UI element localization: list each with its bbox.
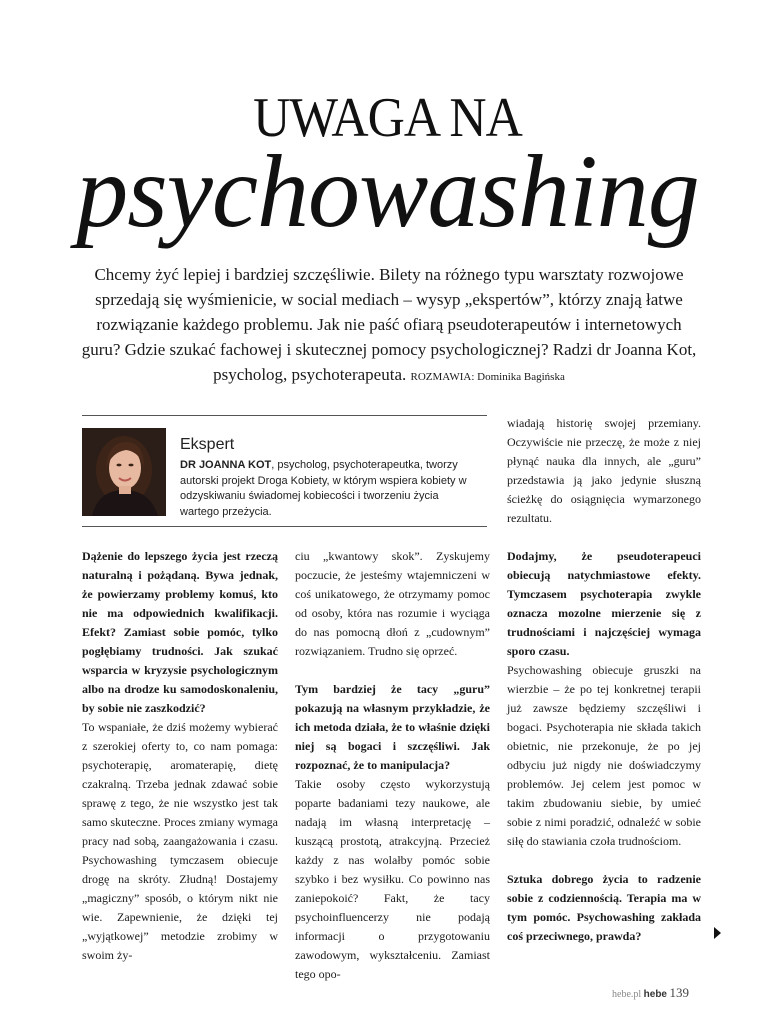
folio-brand-logo: hebe <box>643 989 667 1000</box>
expert-photo <box>82 428 166 516</box>
lead-paragraph <box>75 262 703 390</box>
headline-line-1: UWAGA NA <box>253 87 522 149</box>
headline-line-2: psychowashing <box>76 134 699 249</box>
column-3 <box>507 414 701 946</box>
page-folio <box>612 985 702 1001</box>
col1-bold-intro: Dążenie do lepszego życia jest rzeczą naturalną i pożądaną. Bywa jednak, że powierzamy problemy komuś, kto nie ma odpowiednich kwalifikacji. Efekt? Zamiast sobie pomóc, tylko pogłębiamy trudności. Jak szukać wsparcia w kryzysie psychologicznym albo na drodze ku samodoskonaleniu, by sobie nie zaszkodzić? <box>82 549 278 715</box>
continue-arrow-icon <box>714 927 721 939</box>
col3-text-1: wiadają historię swojej przemiany. Oczywiście nie przeczę, że może z niej płynąć nauka dla innych, ale „guru” przedstawia ją jako jedynie słuszną ścieżkę do osiągnięcia wymarzonego rezultatu. <box>507 416 701 525</box>
expert-top-rule <box>82 415 487 416</box>
col3-bold-question-1: Dodajmy, że pseudoterapeuci obiecują natychmiastowe efekty. Tymczasem psychoterapia zwykle oznacza mozolne mierzenie się z trudnościami i najczęściej wymaga sporo czasu. <box>507 549 701 658</box>
col3-bold-question-2: Sztuka dobrego życia to radzenie sobie z codziennością. Terapia ma w tym pomóc. Psychowashing zakłada coś przeciwnego, prawda? <box>507 872 701 943</box>
page-number: 139 <box>669 985 689 1000</box>
folio-site: hebe.pl <box>612 989 642 1000</box>
interview-credit: ROZMAWIA: Dominika Bagińska <box>410 371 565 383</box>
expert-bio <box>180 458 480 520</box>
lead-text: Chcemy żyć lepiej i bardziej szczęśliwie. Bilety na różnego typu warsztaty rozwojowe sprzedają się wyśmienicie, w social mediach – wysyp „ekspertów”, którzy znają łatwe rozwiązanie każdego problemu. Jak nie paść ofiarą pseudoterapeutów i internetowych guru? Gdzie szukać fachowej i skutecznej pomocy psychologicznej? Radzi dr Joanna Kot, psycholog, psychoterapeuta. <box>81 265 697 384</box>
col2-text-2: Takie osoby często wykorzystują poparte badaniami tezy naukowe, ale nadają im własną interpretację – kuszącą prostotą, atrakcyjną. Przecież każdy z nas wolałby pomóc sobie szybko i bez wysiłku. Co powinno nas zaniepokoić? Fakt, że tacy psychoinfluencerzy nie podają informacji o przygotowaniu zawodowym, wykształceniu. Zamiast tego opo- <box>295 777 490 981</box>
portrait-image <box>82 428 166 516</box>
expert-description: , psycholog, psychoterapeutka, tworzy autorski projekt Droga Kobiety, w którym wspiera kobiety w odzyskiwaniu świadomej kobiecości i tworzeniu życia wartego przeżycia. <box>180 459 467 518</box>
column-2 <box>295 547 490 984</box>
expert-name: DR JOANNA KOT <box>180 459 272 471</box>
expert-heading: Ekspert <box>180 436 235 453</box>
col2-bold-question: Tym bardziej że tacy „guru” pokazują na własnym przykładzie, że ich metoda działa, że to właśnie dzięki niej są bogaci i szczęśliwi. Jak rozpoznać, że to manipulacja? <box>295 682 490 772</box>
column-1 <box>82 547 278 965</box>
expert-bottom-rule <box>82 526 487 527</box>
col2-text-1: ciu „kwantowy skok”. Zyskujemy poczucie, że jesteśmy wtajemniczeni w coś unikatowego, że otrzymamy pomoc od osoby, która nas rozumie i wyciąga do nas pomocną dłoń z „cudownym” rozwiązaniem. Trudno się oprzeć. <box>295 549 490 658</box>
col1-text: To wspaniałe, że dziś możemy wybierać z szerokiej oferty to, co nam pomaga: psychoterapię, aromaterapię, dietę czakralną. Trzeba jednak zdawać sobie sprawę z tego, że nie wszystko jest tak samo skuteczne. Proces zmiany wymaga pracy nad sobą, zaangażowania i czasu. Psychowashing tymczasem obiecuje drogę na skróty. Złudną! Dostajemy „magiczny” sposób, o którym nikt nie wie. Zapewnienie, że dzięki tej „wyjątkowej” metodzie zrobimy w swoim ży- <box>82 720 278 962</box>
expert-box <box>82 428 482 520</box>
col3-text-2: Psychowashing obiecuje gruszki na wierzbie – że po tej konkretnej terapii już zawsze będziemy szczęśliwi i bogaci. Psychoterapia nie składa takich obietnic, nie przekonuje, że po jej odbyciu już nigdy nie doświadczymy problemów. Jej celem jest pomoc w takim zbudowaniu siebie, by umieć sobie z nimi poradzić, odnaleźć w sobie siłę do stawiania czoła trudnościom. <box>507 663 701 848</box>
